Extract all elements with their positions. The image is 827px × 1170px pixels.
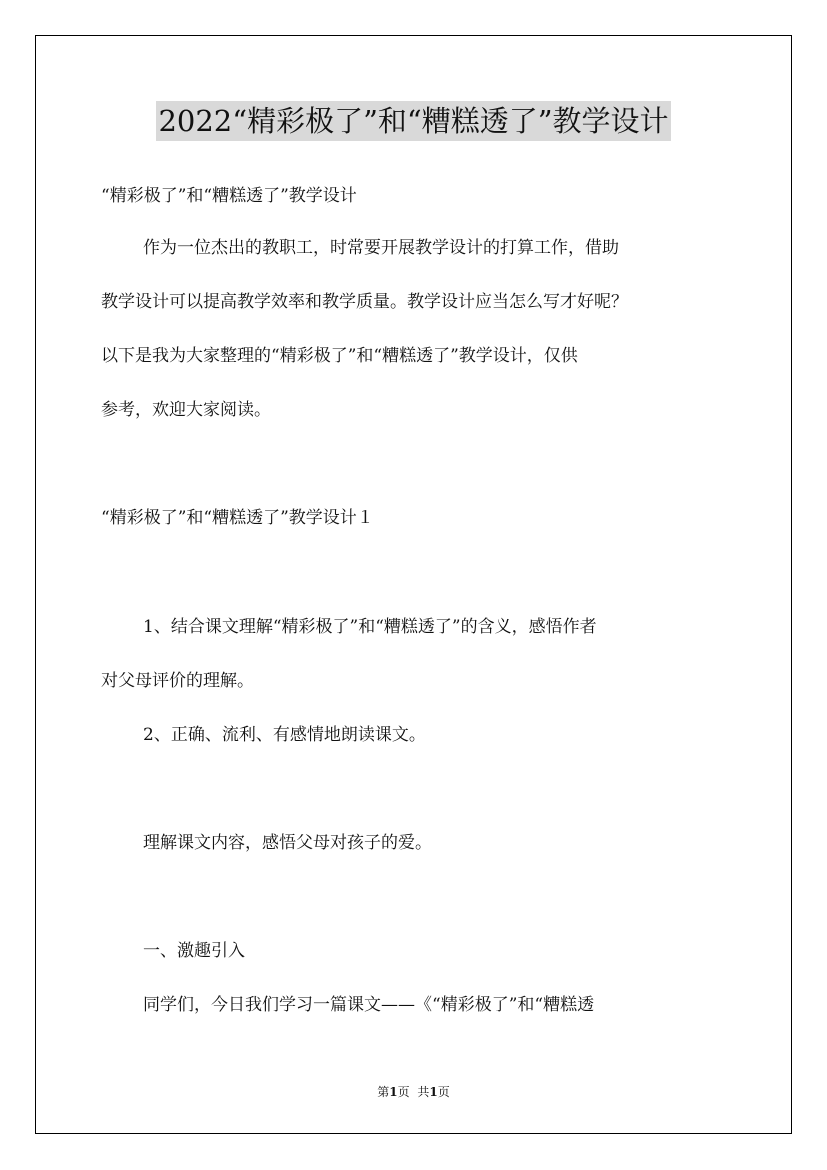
step-heading: 一、激趣引入 <box>143 941 245 961</box>
title-container <box>0 101 827 141</box>
intro-line-1: 作为一位杰出的教职工，时常要开展教学设计的打算工作，借助 <box>143 238 619 258</box>
objective-line-2: 对父母评价的理解。 <box>101 671 254 691</box>
document-subtitle: “精彩极了”和“糟糕透了”教学设计 <box>101 186 357 206</box>
footer-total-suffix: 页 <box>437 1085 450 1099</box>
objective-line-3: 2、正确、流利、有感情地朗读课文。 <box>143 725 426 745</box>
objective-line-1: 1、结合课文理解“精彩极了”和“糟糕透了”的含义，感悟作者 <box>143 617 597 637</box>
footer-page-suffix: 页 <box>397 1085 410 1099</box>
footer-total-number: 1 <box>429 1085 438 1099</box>
footer-page-prefix: 第 <box>377 1085 390 1099</box>
intro-line-2: 教学设计可以提高教学效率和教学质量。教学设计应当怎么写才好呢？ <box>101 292 628 312</box>
intro-line-4: 参考，欢迎大家阅读。 <box>101 400 271 420</box>
document-title: 2022“精彩极了”和“糟糕透了”教学设计 <box>156 101 670 141</box>
key-point: 理解课文内容，感悟父母对孩子的爱。 <box>143 833 432 853</box>
step-text: 同学们，今日我们学习一篇课文——《“精彩极了”和“糟糕透 <box>143 995 595 1015</box>
intro-line-3: 以下是我为大家整理的“精彩极了”和“糟糕透了”教学设计，仅供 <box>101 346 578 366</box>
footer-page-number: 1 <box>389 1085 398 1099</box>
section-heading: “精彩极了”和“糟糕透了”教学设计１ <box>101 508 374 528</box>
page-footer <box>0 1084 827 1100</box>
footer-total-prefix: 共 <box>417 1085 430 1099</box>
